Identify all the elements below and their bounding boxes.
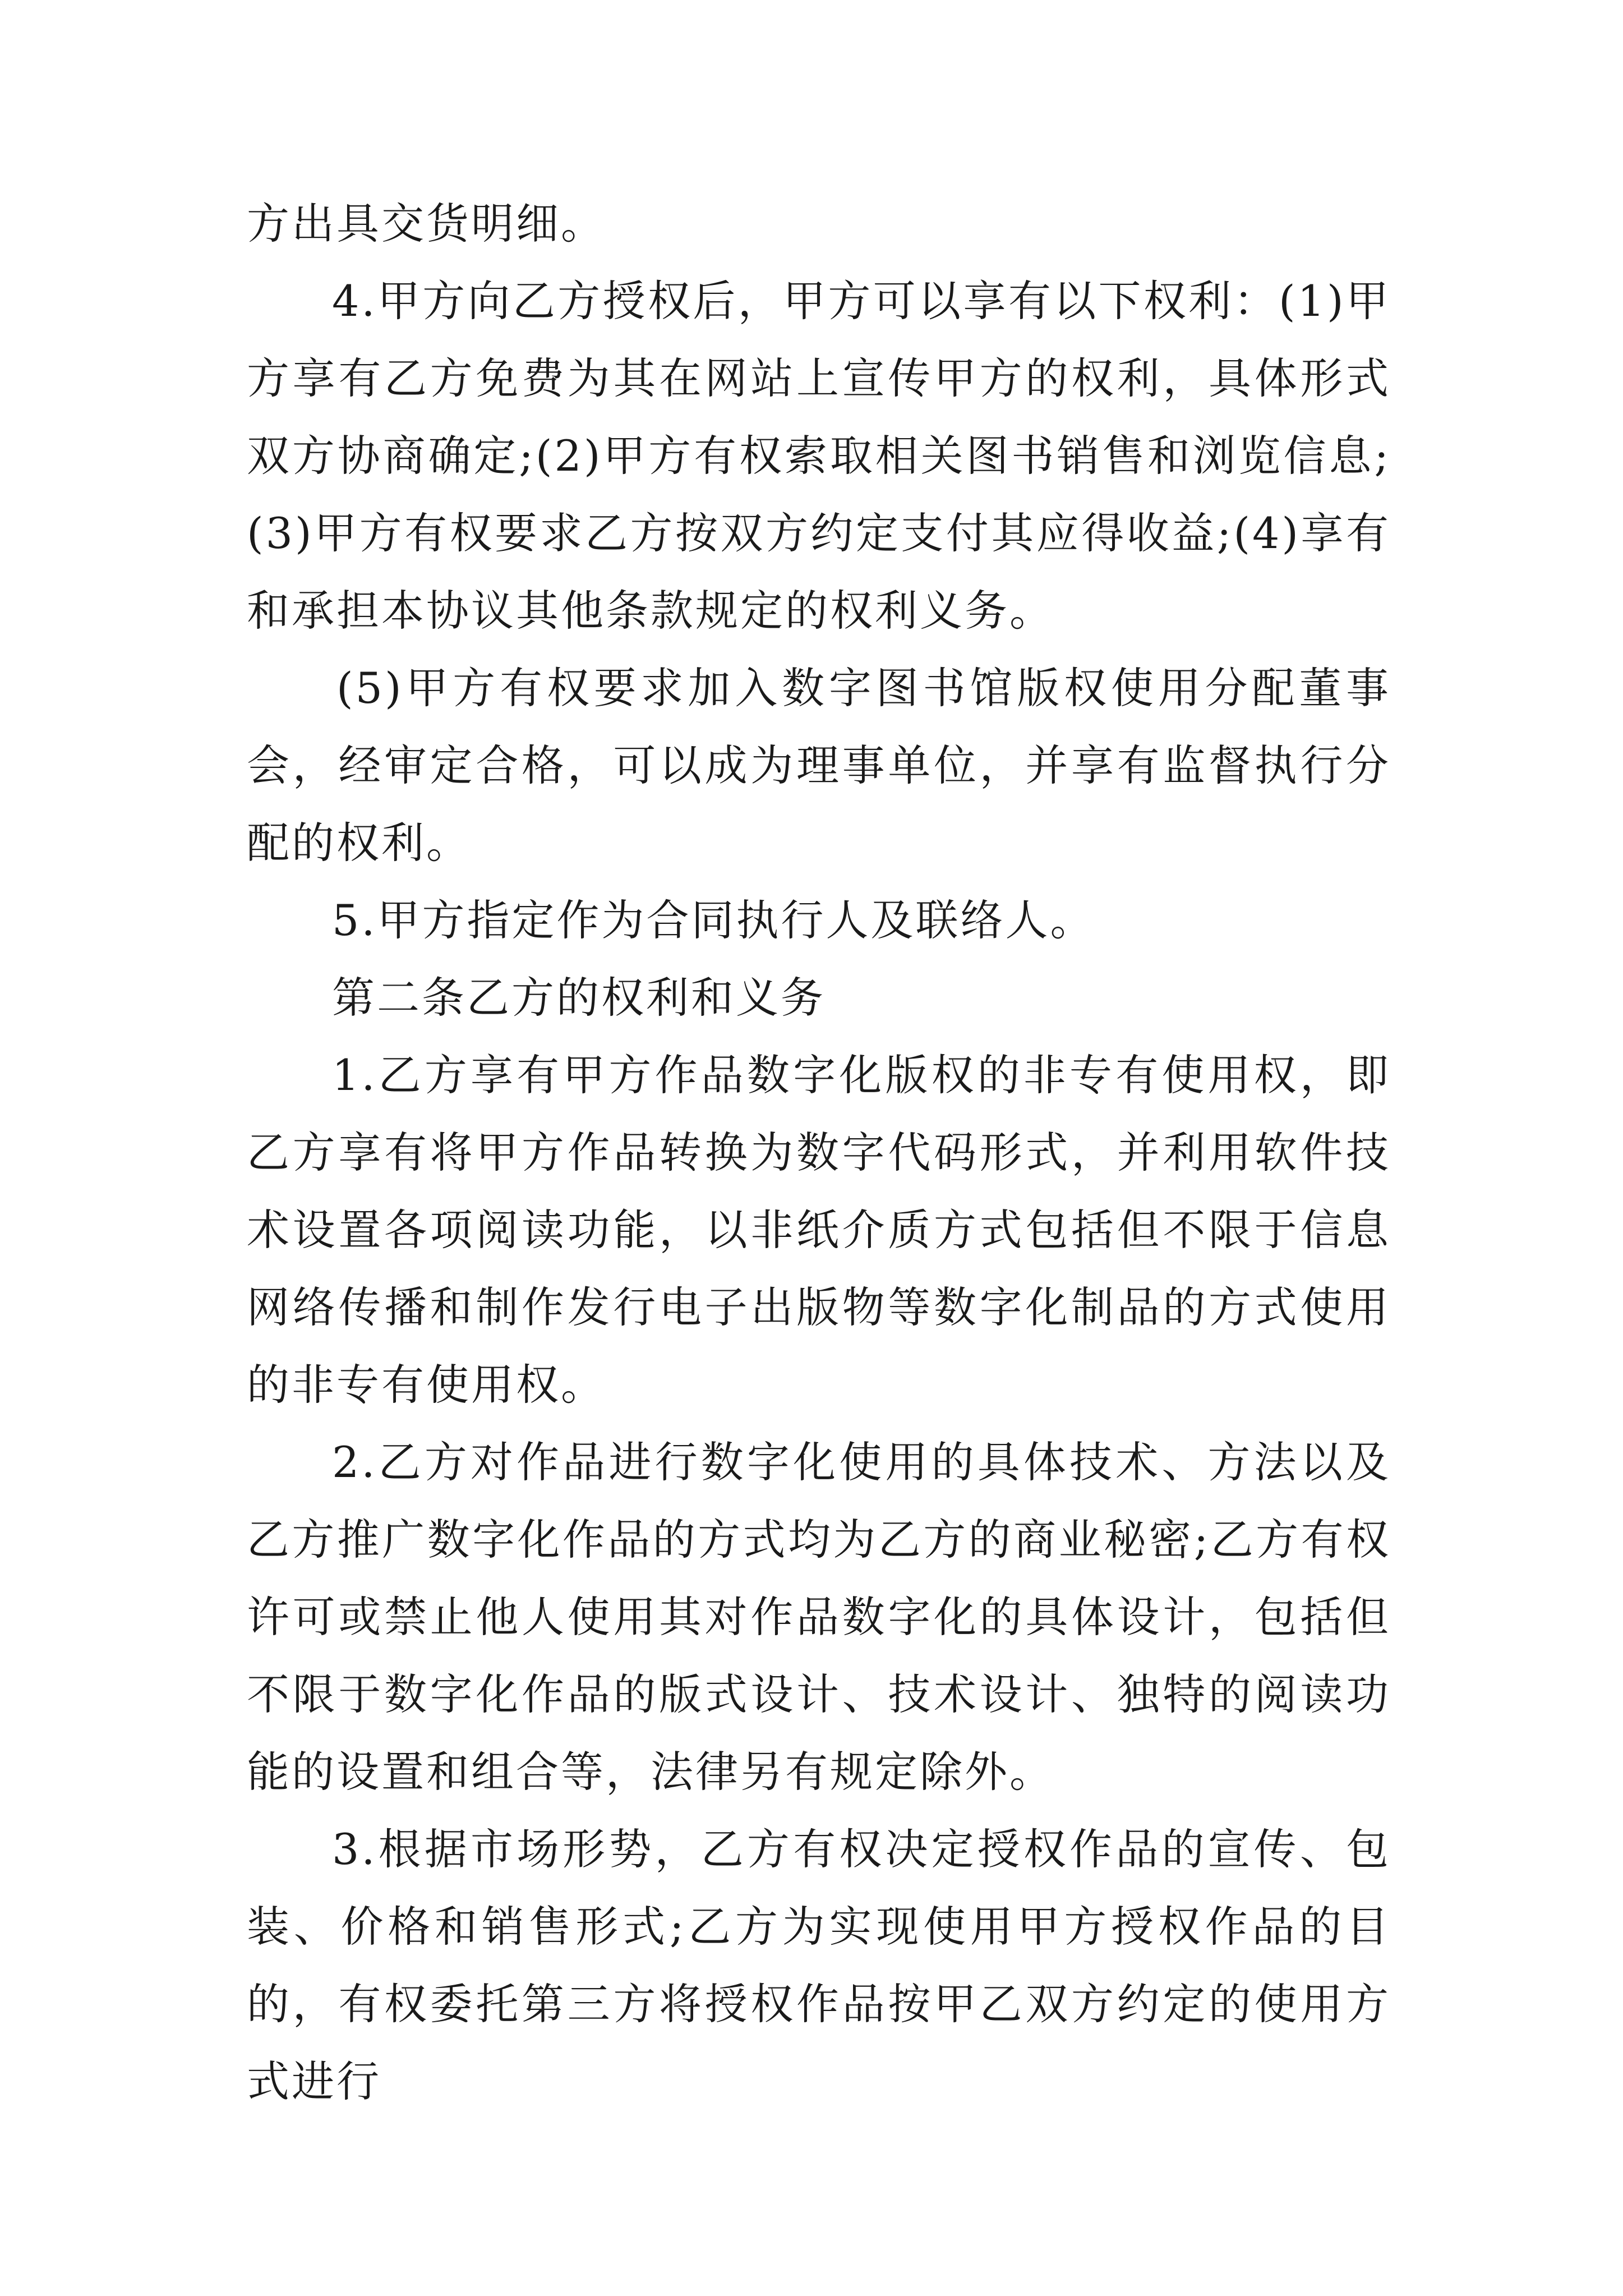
paragraph-clause-4-5: (5)甲方有权要求加入数字图书馆版权使用分配董事会，经审定合格，可以成为理事单位，并享有监督执行分配的权利。 bbox=[247, 663, 1391, 868]
document-body bbox=[247, 185, 1391, 2120]
paragraph-clause-5: 5.甲方指定作为合同执行人及联络人。 bbox=[332, 895, 1095, 945]
paragraph-clause-4: 4.甲方向乙方授权后，甲方可以享有以下权利：(1)甲方享有乙方免费为其在网站上宣传甲方的权利，具体形式双方协商确定;(2)甲方有权索取相关图书销售和浏览信息;(3)甲方有权要求乙方按双方约定支付其应得收益;(4)享有和承担本协议其他条款规定的权利义务。 bbox=[247, 276, 1391, 636]
paragraph-article-2-clause-2: 2.乙方对作品进行数字化使用的具体技术、方法以及乙方推广数字化作品的方式均为乙方的商业秘密;乙方有权许可或禁止他人使用其对作品数字化的具体设计，包括但不限于数字化作品的版式设计、技术设计、独特的阅读功能的设置和组合等，法律另有规定除外。 bbox=[247, 1437, 1391, 1797]
section-heading-article-2: 第二条乙方的权利和义务 bbox=[332, 973, 826, 1023]
paragraph-article-2-clause-1: 1.乙方享有甲方作品数字化版权的非专有使用权，即乙方享有将甲方作品转换为数字代码形式，并利用软件技术设置各项阅读功能，以非纸介质方式包括但不限于信息网络传播和制作发行电子出版物等数字化制品的方式使用的非专有使用权。 bbox=[247, 1050, 1391, 1410]
paragraph-continuation: 方出具交货明细。 bbox=[247, 199, 606, 249]
paragraph-article-2-clause-3: 3.根据市场形势，乙方有权决定授权作品的宣传、包装、价格和销售形式;乙方为实现使用甲方授权作品的目的，有权委托第三方将授权作品按甲乙双方约定的使用方式进行 bbox=[247, 1824, 1391, 2106]
